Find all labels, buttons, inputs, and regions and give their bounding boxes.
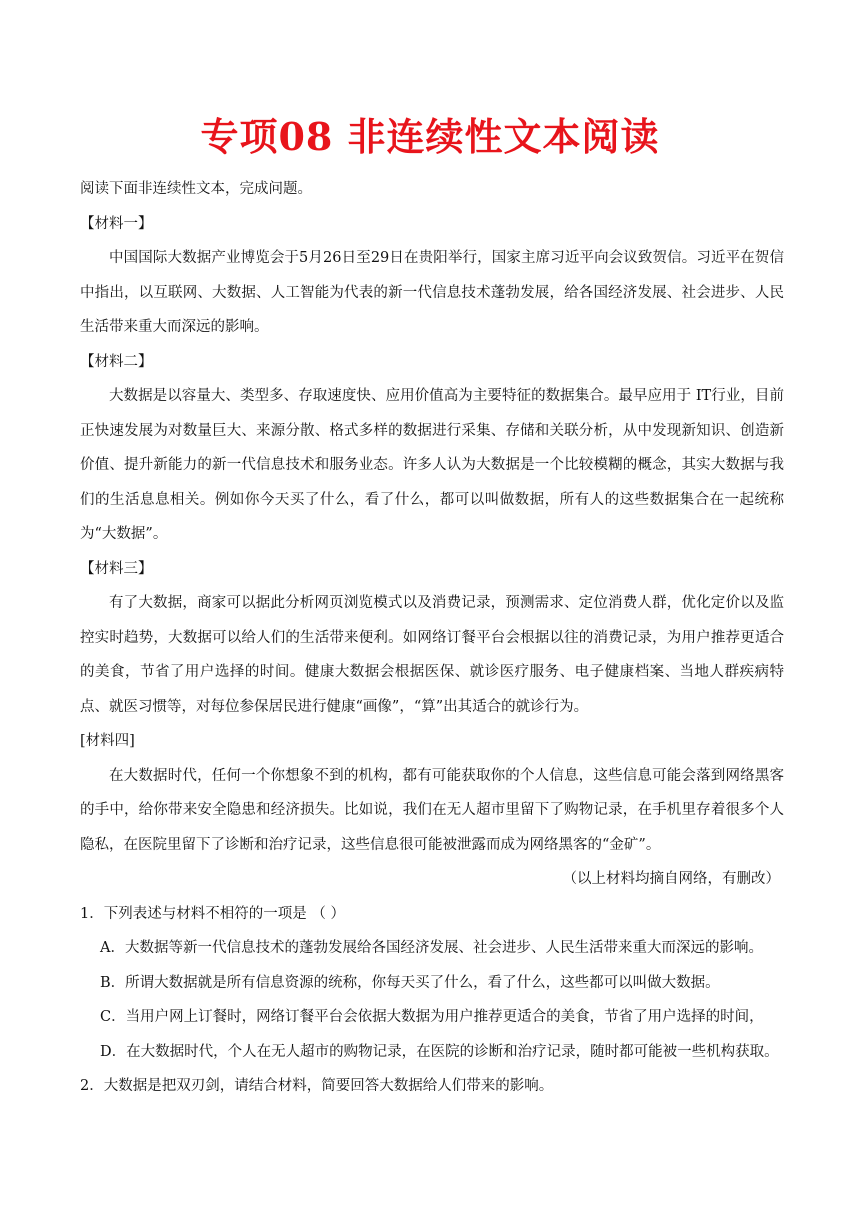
question-stem: 2．大数据是把双刃剑，请结合材料，简要回答大数据给人们带来的影响。 (80, 1078, 554, 1094)
question-stem: 1．下列表述与材料不相符的一项是 （ ） (80, 905, 345, 922)
material-text: 有了大数据，商家可以据此分析网页浏览模式以及消费记录，预测需求、定位消费人群，优化定价以及监控实时趋势，大数据可以给人们的生活带来便利。如网络订餐平台会根据以往的消费记录，为用户推荐更适合的美食，节省了用户选择的时间。健康大数据会根据医保、就诊医疗服务、电子健康档案、当地人群疾病特点、就医习惯等，对每位参保居民进行健康“画像”，“算”出其适合的就诊行为。 (80, 595, 784, 715)
material-heading: [材料四] (80, 733, 135, 749)
material-heading: 【材料三】 (80, 560, 153, 577)
material-heading: 【材料一】 (80, 215, 153, 232)
document-body (80, 172, 784, 1104)
answer-option-d: D．在大数据时代，个人在无人超市的购物记录，在医院的诊断和治疗记录，随时都可能被一些机构获取。 (100, 1043, 779, 1060)
answer-option-c: C．当用户网上订餐时，网络订餐平台会依据大数据为用户推荐更适合的美食，节省了用户选择的时间， (100, 1009, 764, 1025)
material-heading: 【材料二】 (80, 353, 153, 370)
page-title: 专项08 非连续性文本阅读 (200, 114, 660, 159)
material-text: 在大数据时代，任何一个你想象不到的机构，都有可能获取你的个人信息，这些信息可能会落到网络黑客的手中，给你带来安全隐患和经济损失。比如说，我们在无人超市里留下了购物记录，在手机里存着很多个人隐私，在医院里留下了诊断和治疗记录，这些信息很可能被泄露而成为网络黑客的“金矿”。 (80, 767, 784, 853)
source-note: （以上材料均摘自网络，有删改） (562, 871, 780, 887)
answer-option-a: A．大数据等新一代信息技术的蓬勃发展给各国经济发展、社会进步、人民生活带来重大而深远的影响。 (100, 940, 763, 956)
answer-option-b: B．所谓大数据就是所有信息资源的统称，你每天买了什么，看了什么，这些都可以叫做大数据。 (100, 974, 720, 991)
material-text: 大数据是以容量大、类型多、存取速度快、应用价值高为主要特征的数据集合。最早应用于 IT行业，目前正快速发展为对数量巨大、来源分散、格式多样的数据进行采集、存储和关联分析，从中发现新知识、创造新价值、提升新能力的新一代信息技术和服务业态。许多人认为大数据是一个比较模糊的概念，其实大数据与我们的生活息息相关。例如你今天买了什么，看了什么，都可以叫做数据，所有人的这些数据集合在一起统称为“大数据”。 (80, 388, 784, 542)
intro-text: 阅读下面非连续性文本，完成问题。 (80, 181, 312, 197)
material-text: 中国国际大数据产业博览会于5月26日至29日在贵阳举行，国家主席习近平向会议致贺信。习近平在贺信中指出，以互联网、大数据、人工智能为代表的新一代信息技术蓬勃发展，给各国经济发展、社会进步、人民生活带来重大而深远的影响。 (80, 250, 784, 335)
